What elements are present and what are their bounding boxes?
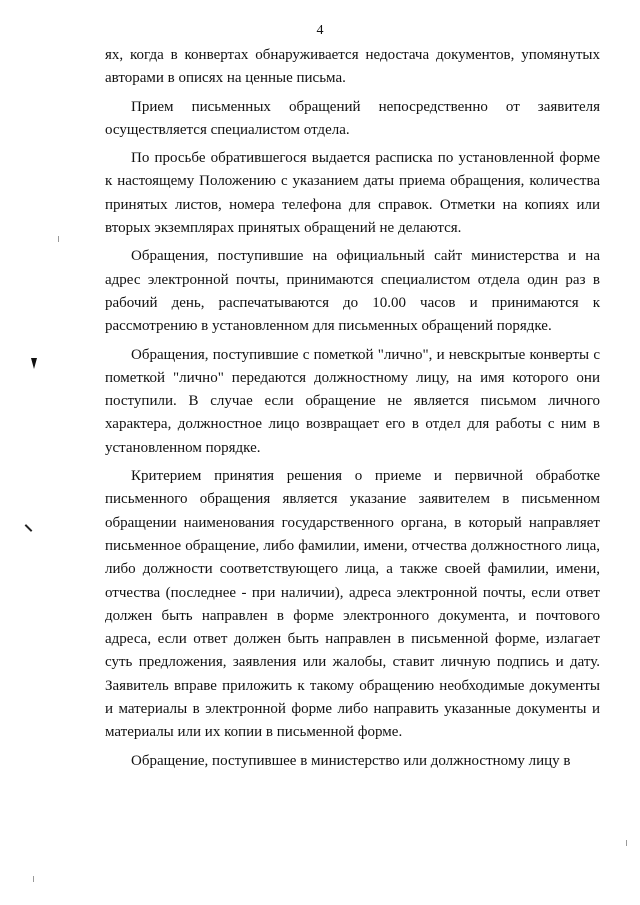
page-number: 4 xyxy=(316,23,324,38)
document-body xyxy=(105,44,600,778)
margin-scan-mark xyxy=(25,524,33,532)
scan-speck xyxy=(58,236,59,242)
paragraph-continuation: ях, когда в конвертах обнаруживается недостача документов, упомянутых авторами в описях на ценные письма. xyxy=(105,47,600,87)
margin-scan-mark xyxy=(31,358,37,369)
paragraph-personal: Обращения, поступившие с пометкой "лично", и невскрытые конверты с пометкой "лично" передаются должностному лицу, на имя которого они поступили. В случае если обращение не является письмом личного характера, должностное лицо возвращает его в отдел для работы с ним в установленном порядке. xyxy=(105,346,600,456)
paragraph-criteria: Критерием принятия решения о приеме и первичной обработке письменного обращения является указание заявителем в письменном обращении наименования государственного органа, в который направляет письменное обращение, либо фамилии, имени, отчества должностного лица, либо должности соответствующего лица, а также своей фамилии, имени, отчества (последнее - при наличии), адреса электронной почты, если ответ должен быть направлен в форме электронного документа, и почтового адреса, если ответ должен быть направлен в письменной форме, излагает суть предложения, заявления или жалобы, ставит личную подпись и дату. Заявитель вправе приложить к такому обращению необходимые документы и материалы в электронной форме либо направить указанные документы и материалы или их копии в письменной форме. xyxy=(105,468,600,741)
paragraph-receipt: По просьбе обратившегося выдается расписка по установленной форме к настоящему Положению с указанием даты приема обращения, количества принятых листов, номера телефона для справок. Отметки на копиях или вторых экземплярах принятых обращений не делаются. xyxy=(105,150,600,237)
scan-speck xyxy=(33,876,34,882)
paragraph-electronic: Обращения, поступившие на официальный сайт министерства и на адрес электронной почты, принимаются специалистом отдела один раз в рабочий день, распечатываются до 10.00 часов и принимаются к рассмотрению в установленном для письменных обращений порядке. xyxy=(105,248,600,335)
paragraph-reception: Прием письменных обращений непосредственно от заявителя осуществляется специалистом отдела. xyxy=(105,98,600,138)
paragraph-ministry: Обращение, поступившее в министерство или должностному лицу в xyxy=(131,752,571,769)
scan-speck xyxy=(626,840,627,846)
